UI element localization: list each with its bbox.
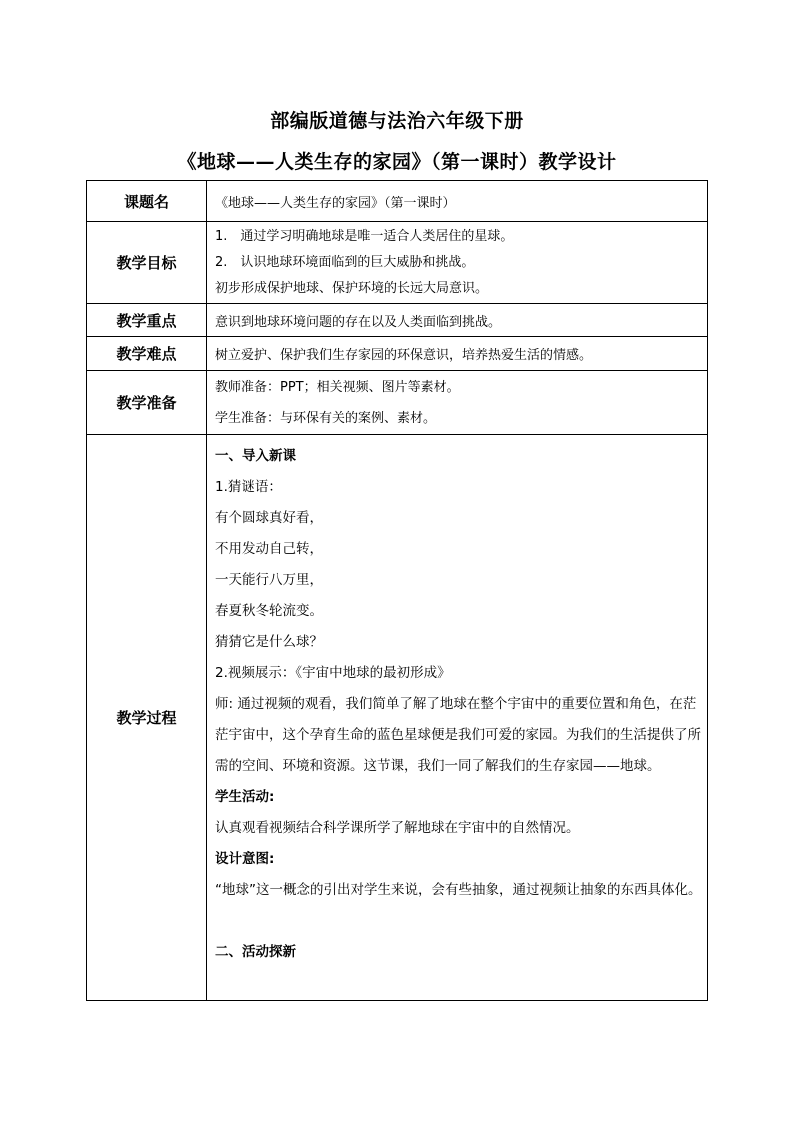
teacher-preparation: 教师准备：PPT；相关视频、图片等素材。: [215, 379, 460, 395]
difficulties-value: 树立爱护、保护我们生存家园的环保意识，培养热爱生活的情感。: [207, 337, 708, 371]
goal-item: 2. 认识地球环境面临到的巨大威胁和挑战。: [215, 254, 475, 270]
riddle-line: 春夏秋冬轮流变。: [215, 603, 323, 619]
design-intent-text: “地球”这一概念的引出对学生来说，会有些抽象，通过视频让抽象的东西具体化。: [215, 882, 702, 898]
table-row-key-points: [87, 304, 708, 337]
table-row-process: [87, 435, 708, 1001]
topic-value: 《地球——人类生存的家园》（第一课时）: [207, 181, 708, 222]
riddle-line: 猜猜它是什么球？: [215, 634, 323, 650]
document-title: 部编版道德与法治六年级下册: [270, 110, 524, 132]
goal-item: 初步形成保护地球、保护环境的长远大局意识。: [215, 280, 489, 296]
riddle-title: 1.猜谜语：: [215, 479, 282, 495]
goals-content: [207, 222, 708, 304]
table-row-goals: [87, 222, 708, 304]
video-title: 2.视频展示：《宇宙中地球的最初形成》: [215, 665, 451, 681]
section-heading: 二、活动探新: [215, 944, 296, 960]
teacher-text: 师: 通过视频的观看，我们简单了解了地球在整个宇宙中的重要位置和角色，在茫茫宇宙中，这个孕育生命的蓝色星球便是我们可爱的家园。为我们的生活提供了所需的空间、环境和资源。这节课，我们一同了解我们的生存家园——地球。: [215, 696, 701, 774]
riddle-line: 一天能行八万里，: [215, 572, 323, 588]
document-subtitle: 《地球——人类生存的家园》（第一课时）教学设计: [177, 151, 617, 173]
key-points-label: 教学重点: [87, 304, 207, 337]
blank-line: [215, 906, 703, 937]
topic-label: 课题名: [87, 181, 207, 222]
student-preparation: 学生准备：与环保有关的案例、素材。: [215, 410, 437, 426]
student-activity-heading: 学生活动:: [215, 789, 275, 805]
riddle-line: 有个圆球真好看，: [215, 510, 323, 526]
design-intent-heading: 设计意图:: [215, 851, 275, 867]
process-content: [207, 435, 708, 1001]
process-label: 教学过程: [87, 435, 207, 1001]
lesson-plan-table: [86, 180, 708, 1001]
goal-item: 1. 通过学习明确地球是唯一适合人类居住的星球。: [215, 228, 514, 244]
student-activity-text: 认真观看视频结合科学课所学了解地球在宇宙中的自然情况。: [215, 820, 580, 836]
table-row-difficulties: [87, 337, 708, 371]
goals-label: 教学目标: [87, 222, 207, 304]
key-points-value: 意识到地球环境问题的存在以及人类面临到挑战。: [207, 304, 708, 337]
table-row-preparation: [87, 371, 708, 435]
difficulties-label: 教学难点: [87, 337, 207, 371]
section-heading: 一、导入新课: [215, 448, 296, 464]
table-row-topic: [87, 181, 708, 222]
preparation-label: 教学准备: [87, 371, 207, 435]
preparation-content: [207, 371, 708, 435]
riddle-line: 不用发动自己转，: [215, 541, 323, 557]
